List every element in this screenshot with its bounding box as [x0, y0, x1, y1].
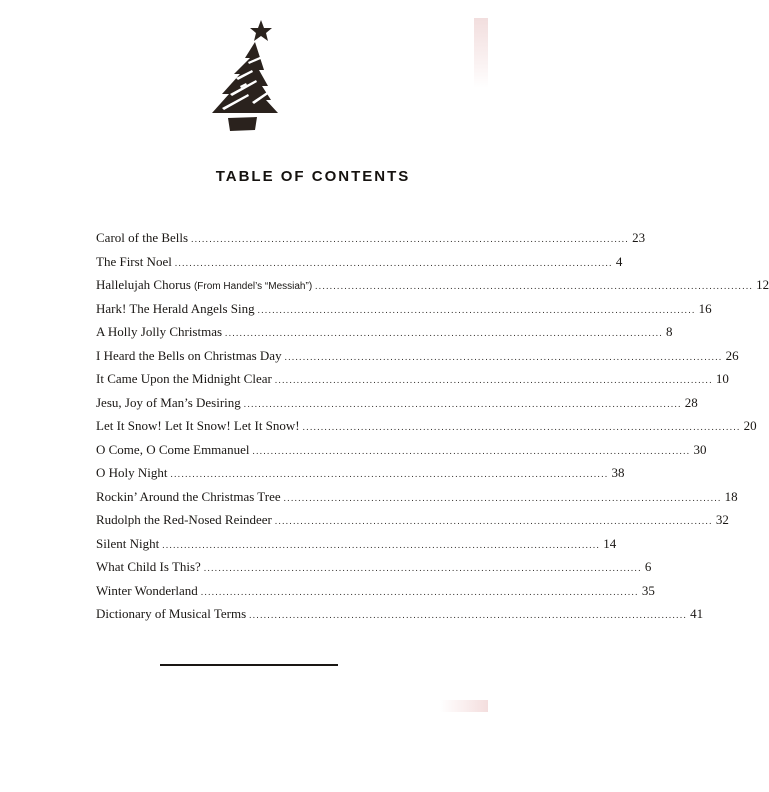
toc-entry [96, 602, 704, 626]
toc-entry-title: Hallelujah Chorus [96, 277, 191, 292]
toc-entry-title: Rudolph the Red-Nosed Reindeer [96, 512, 272, 527]
toc-entry [96, 555, 652, 579]
toc-entry [96, 250, 623, 274]
toc-entry-page-number: 6 [644, 559, 652, 574]
toc-entry [96, 438, 707, 462]
dot-leader: ........................................................................................................................ [284, 351, 723, 362]
toc-entry-page-number: 12 [756, 277, 769, 292]
toc-entry-page-number: 28 [684, 394, 698, 410]
dot-leader: ........................................................................................................................ [274, 375, 713, 385]
toc-list [96, 226, 769, 626]
toc-entry [96, 273, 769, 297]
toc-entry-page-number: 30 [693, 441, 707, 457]
dot-leader: ........................................................................................................................ [191, 234, 630, 244]
toc-entry-title: What Child Is This? [96, 559, 201, 574]
toc-entry-title: A Holly Jolly Christmas [96, 324, 223, 339]
toc-entry-title: Rockin’ Around the Christmas Tree [96, 488, 281, 504]
toc-entry [96, 297, 712, 321]
dot-leader: ........................................................................................................................ [252, 445, 691, 456]
toc-entry [96, 391, 698, 415]
christmas-tree-icon [208, 18, 284, 134]
dot-leader: ........................................................................................................................ [283, 492, 722, 503]
toc-entry-page-number: 20 [743, 418, 757, 433]
toc-entry-page-number: 10 [715, 371, 729, 386]
toc-entry-subtitle: (From Handel’s “Messiah”) [193, 281, 313, 292]
dot-leader: ........................................................................................................................ [203, 563, 642, 573]
dot-leader: ........................................................................................................................ [162, 539, 601, 550]
toc-entry [96, 485, 738, 509]
toc-entry [96, 414, 757, 438]
toc-entry-page-number: 4 [615, 253, 623, 269]
toc-entry-title: Silent Night [96, 535, 160, 551]
toc-entry-title: Dictionary of Musical Terms [96, 606, 247, 621]
toc-entry [96, 367, 729, 391]
dot-leader: ........................................................................................................................ [170, 469, 609, 479]
toc-entry-title: I Heard the Bells on Christmas Day [96, 347, 282, 363]
toc-entry-title: O Come, O Come Emmanuel [96, 441, 250, 457]
dot-leader: ........................................................................................................................ [249, 610, 688, 620]
toc-entry-title: O Holy Night [96, 465, 168, 480]
dot-leader: ........................................................................................................................ [243, 398, 682, 409]
scan-edge-shading [474, 18, 488, 88]
dot-leader: ........................................................................................................................ [302, 422, 741, 432]
scan-edge-shading-bottom [440, 700, 488, 712]
toc-entry [96, 461, 625, 485]
page-title: TABLE OF CONTENTS [215, 168, 411, 185]
toc-entry-page-number: 26 [725, 347, 739, 363]
divider-rule [160, 664, 338, 666]
toc-entry-title: It Came Upon the Midnight Clear [96, 371, 272, 386]
dot-leader: ........................................................................................................................ [200, 586, 639, 597]
toc-entry-title: Let It Snow! Let It Snow! Let It Snow! [96, 418, 300, 433]
toc-entry-page-number: 38 [611, 465, 625, 480]
toc-entry-title: Hark! The Herald Angels Sing [96, 300, 255, 316]
toc-entry [96, 320, 673, 344]
toc-entry [96, 579, 655, 603]
toc-entry-title: Jesu, Joy of Man’s Desiring [96, 394, 241, 410]
toc-entry-title: The First Noel [96, 253, 172, 269]
toc-entry-page-number: 23 [632, 230, 646, 245]
toc-entry [96, 344, 739, 368]
dot-leader: ........................................................................................................................ [174, 257, 613, 268]
dot-leader: ........................................................................................................................ [315, 281, 754, 291]
toc-entry-page-number: 14 [603, 535, 617, 551]
dot-leader: ........................................................................................................................ [257, 304, 696, 315]
toc-entry-title: Winter Wonderland [96, 582, 198, 598]
dot-leader: ........................................................................................................................ [225, 328, 664, 338]
toc-entry [96, 226, 646, 250]
toc-entry-page-number: 35 [641, 582, 655, 598]
toc-entry [96, 508, 729, 532]
toc-entry-page-number: 16 [698, 300, 712, 316]
toc-entry-page-number: 8 [666, 324, 673, 339]
dot-leader: ........................................................................................................................ [274, 516, 713, 526]
toc-entry [96, 532, 617, 556]
toc-entry-page-number: 32 [715, 512, 729, 527]
toc-entry-page-number: 18 [724, 488, 738, 504]
toc-entry-title: Carol of the Bells [96, 230, 189, 245]
toc-entry-page-number: 41 [690, 606, 704, 621]
